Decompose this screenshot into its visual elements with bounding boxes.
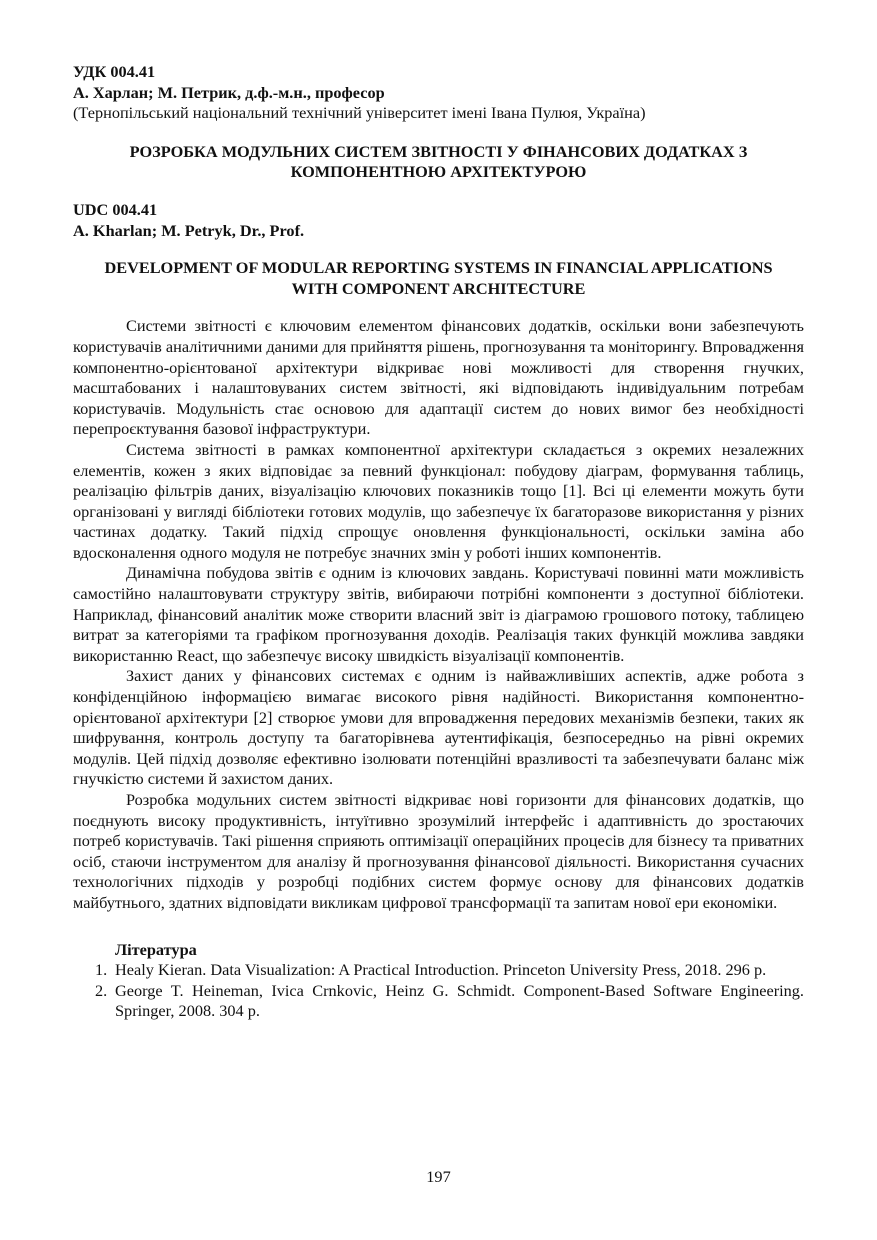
title-en-line-2: WITH COMPONENT ARCHITECTURE: [291, 278, 586, 298]
paragraph: Динамічна побудова звітів є одним із ключових завдань. Користувачі повинні мати можливість самостійно налаштовувати структуру звітів, вибираючи потрібні компоненти з доступної бібліотеки. Наприклад, фінансовий аналітик може створити власний звіт із діаграмою грошового потоку, таблицею витрат за категоріями та графіком прогнозування доходів. Реалізація таких функцій можлива завдяки використанню React, що забезпечує високу швидкість візуалізації компонентів.: [73, 563, 804, 665]
reference-text: George T. Heineman, Ivica Crnkovic, Heinz G. Schmidt. Component-Based Software Engineering. Springer, 2008. 304 p.: [115, 980, 804, 1021]
reference-item: [95, 980, 804, 1022]
udc-code-ua: УДК 004.41: [73, 62, 156, 81]
paragraph: Системи звітності є ключовим елементом фінансових додатків, оскільки вони забезпечують користувачів аналітичними даними для прийняття рішень, прогнозування та моніторингу. Впровадження компонентно-орієнтованої архітектури відкриває нові можливості для створення гнучких, масштабованих і налаштовуваних систем звітності, які відповідають індивідуальним потребам користувачів. Модульність стає основою для адаптації систем до нових вимог без необхідності перепроєктування базової інфраструктури.: [73, 316, 804, 439]
authors-ua: А. Харлан; М. Петрик, д.ф.-м.н., професор: [73, 82, 385, 102]
title-ua-line-1: РОЗРОБКА МОДУЛЬНИХ СИСТЕМ ЗВІТНОСТІ У ФІНАНСОВИХ ДОДАТКАХ З: [129, 141, 748, 161]
reference-number: 1.: [95, 960, 108, 980]
reference-number: 2.: [95, 980, 108, 1000]
title-en-line-1: DEVELOPMENT OF MODULAR REPORTING SYSTEMS IN FINANCIAL APPLICATIONS: [104, 258, 773, 278]
references-heading: Література: [115, 939, 197, 959]
page-number: 197: [426, 1167, 451, 1186]
header-ua: [73, 62, 804, 124]
reference-item: [95, 960, 804, 981]
title-ua: [73, 142, 804, 183]
paper-page: [73, 62, 804, 1022]
paragraph: Система звітності в рамках компонентної архітектури складається з окремих незалежних елементів, кожен з яких відповідає за певний функціонал: побудову діаграм, формування таблиць, реалізацію фільтрів даних, візуалізацію ключових показників тощо [1]. Всі ці елементи можуть бути організовані у вигляді бібліотеки готових модулів, що забезпечує їх багаторазове використання у різних частинах додатку. Такий підхід спрощує оновлення функціональності, оскільки заміна або вдосконалення одного модуля не потребує значних змін у роботі інших компонентів.: [73, 439, 804, 562]
paragraph: Розробка модульних систем звітності відкриває нові горизонти для фінансових додатків, що поєднують високу продуктивність, інтуїтивно зрозумілий інтерфейс і адаптивність до зростаючих потреб користувачів. Такі рішення сприяють оптимізації операційних процесів для бізнесу та приватних осіб, стаючи інструментом для аналізу й прогнозування фінансової діяльності. Використання сучасних технологічних підходів у розробці подібних систем формує основу для фінансових додатків майбутнього, здатних відповідати викликам цифрової трансформації та запитам нової ери економіки.: [73, 790, 804, 912]
title-ua-line-2: КОМПОНЕНТНОЮ АРХІТЕКТУРОЮ: [290, 162, 587, 182]
references-list: [73, 960, 804, 1022]
header-en: [73, 200, 804, 241]
authors-en: A. Kharlan; M. Petryk, Dr., Prof.: [73, 220, 305, 240]
paragraph: Захист даних у фінансових системах є одним із найважливіших аспектів, адже робота з конфіденційною інформацією вимагає високого рівня надійності. Використання компонентно-орієнтованої архітектури [2] створює умови для впровадження передових механізмів безпеки, таких як шифрування, контроль доступу та багаторівнева аутентифікація, безпосередньо на рівні окремих модулів. Цей підхід дозволяє ефективно ізолювати потенційні вразливості та забезпечувати баланс між гнучкістю системи й захистом даних.: [73, 666, 804, 789]
reference-text: Healy Kieran. Data Visualization: A Practical Introduction. Princeton University Press, 2018. 296 p.: [115, 960, 767, 980]
udc-code-en: UDC 004.41: [73, 199, 158, 219]
title-en: [73, 258, 804, 299]
abstract-body: [73, 316, 804, 913]
affiliation-ua: (Тернопільський національний технічний університет імені Івана Пулюя, Україна): [73, 103, 646, 123]
references-section: [73, 940, 804, 1022]
